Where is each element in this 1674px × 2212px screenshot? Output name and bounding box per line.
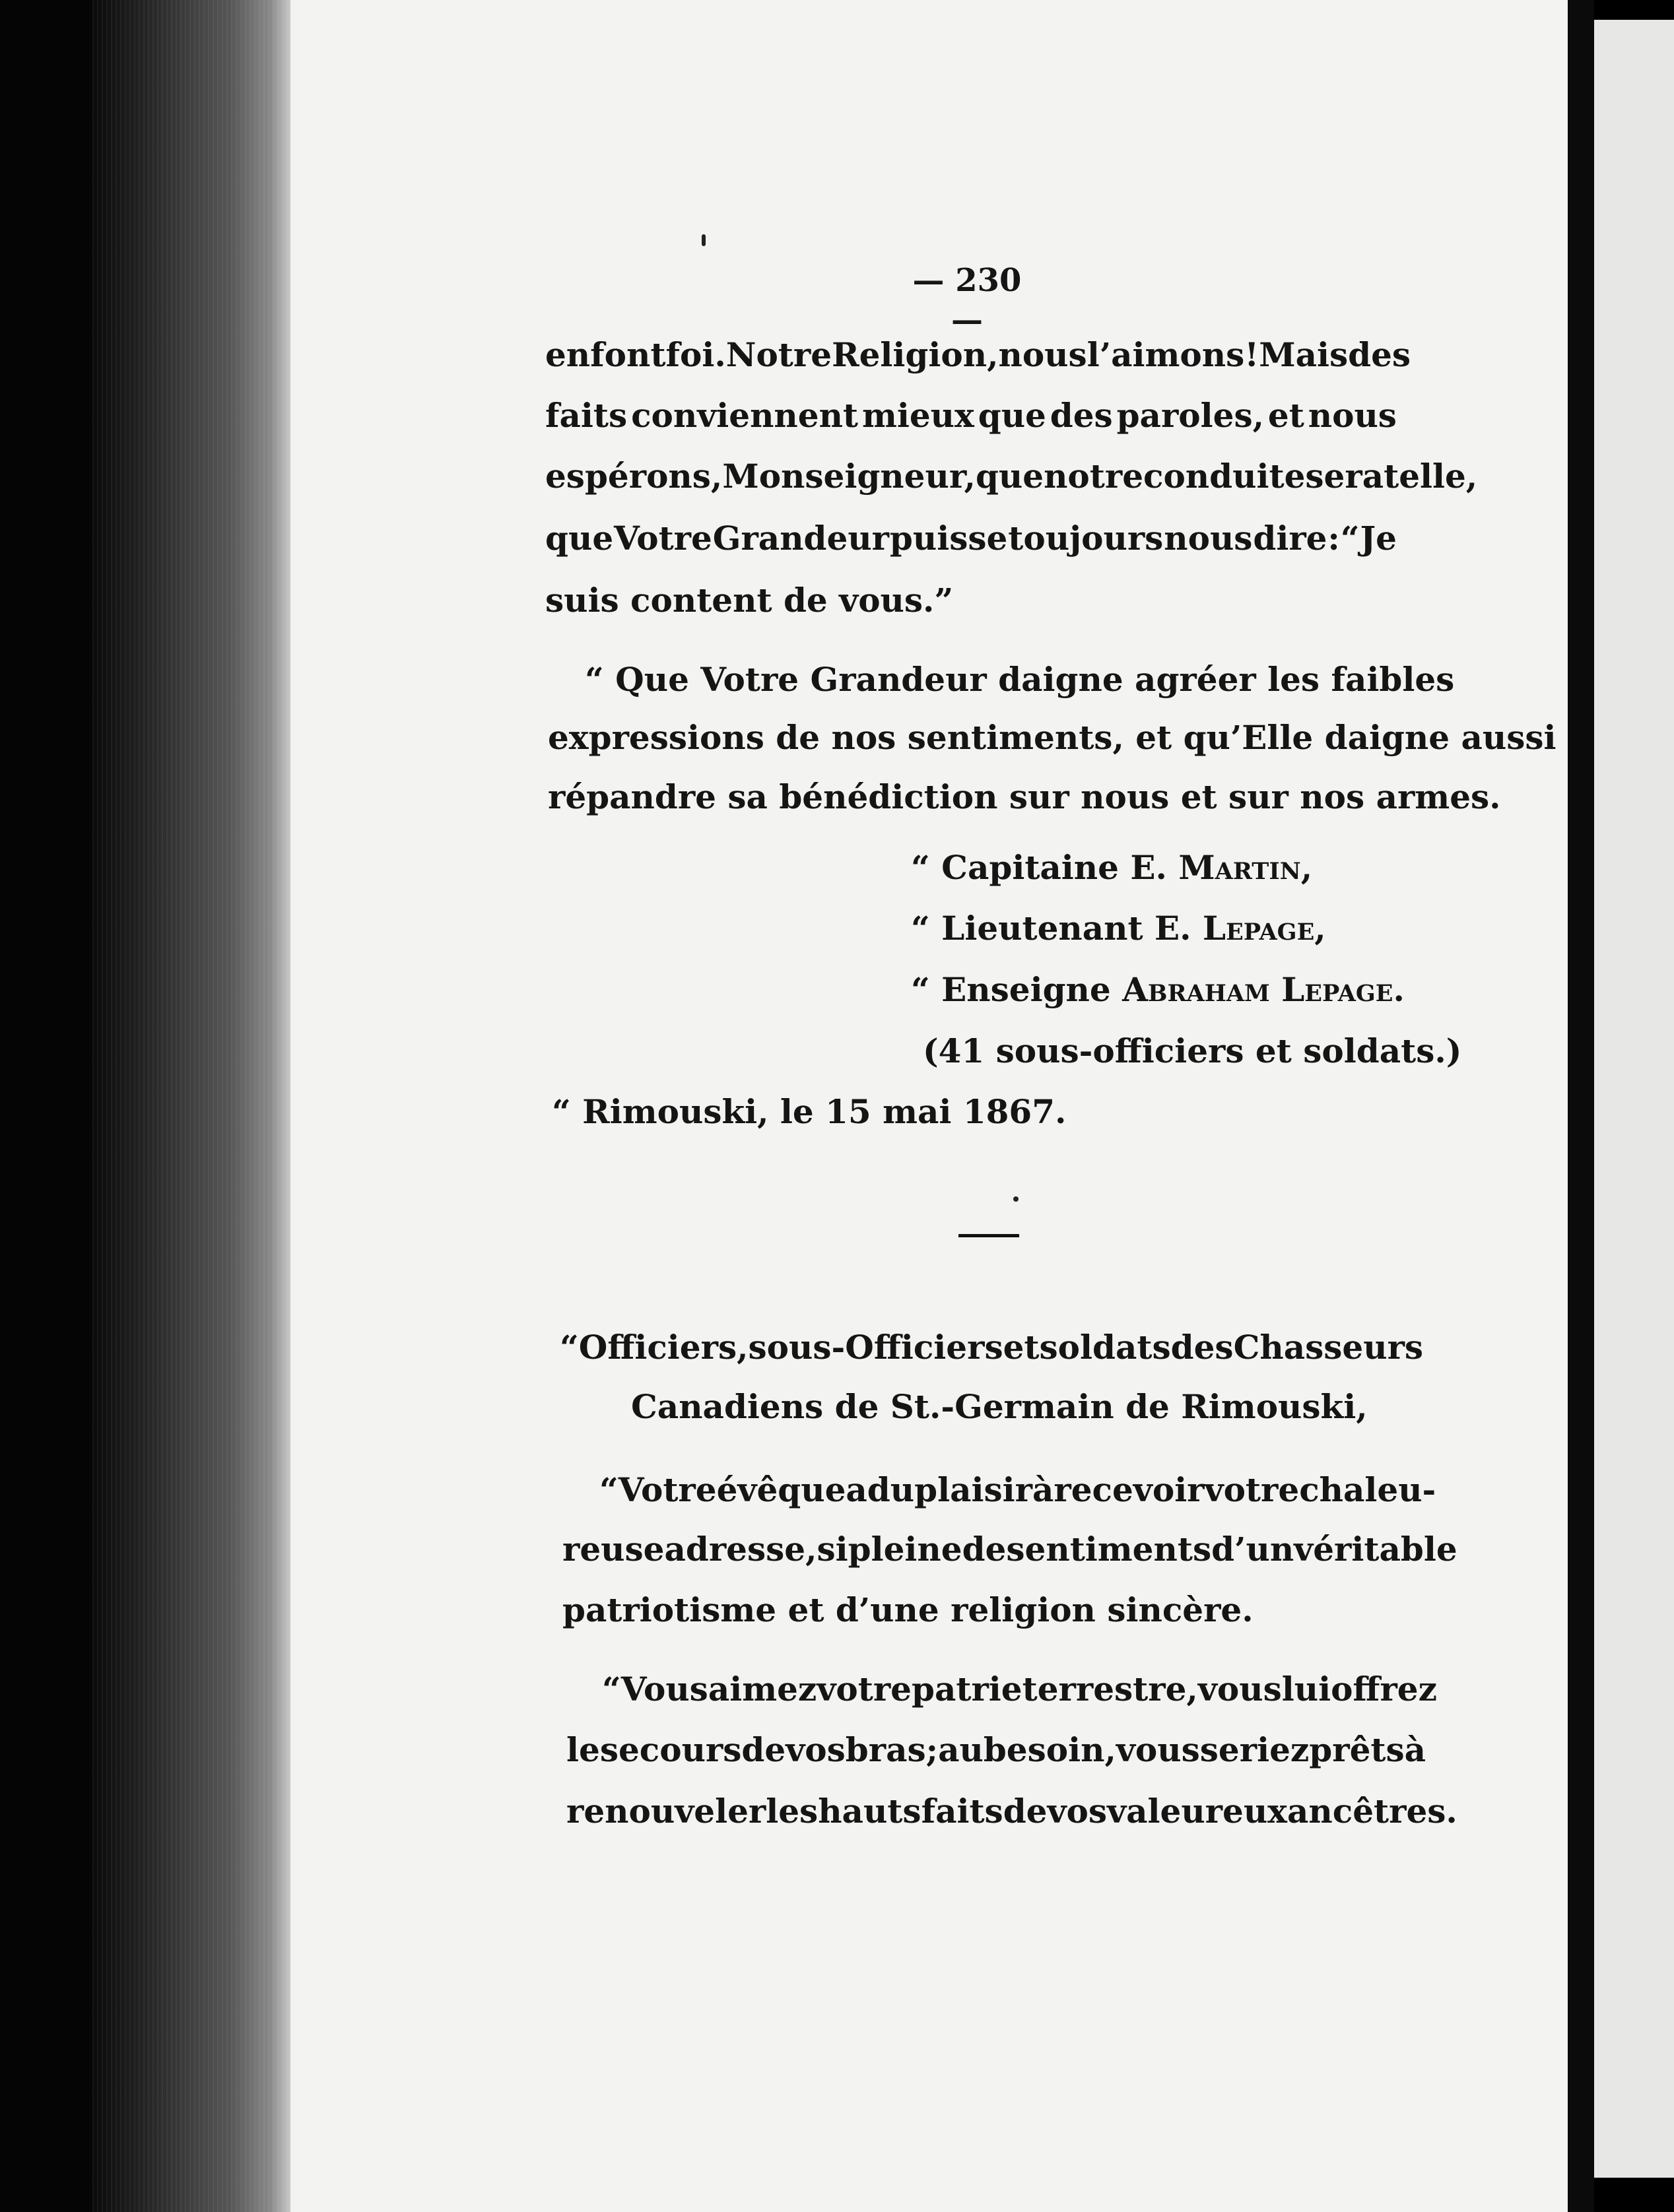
paragraph2-line-2: expressions de nos sentiments, et qu’Elle daigne aussi (548, 718, 1557, 757)
page-number: — 230 — (912, 262, 1022, 339)
signature-name: Lepage (1202, 909, 1315, 948)
paragraph4-line-3: renouveler les hauts faits de vos valeureux ancêtres. (566, 1792, 1457, 1831)
scan-border-left (0, 0, 92, 2212)
signature-prefix: “ Enseigne (911, 970, 1123, 1009)
paragraph1-line-1: en font foi. Notre Religion, nous l’aimons ! Mais des (545, 335, 1411, 374)
paragraph2-line-1: “ Que Votre Grandeur daigne agréer les faibles (585, 660, 1455, 699)
paragraph2-line-3: répandre sa bénédiction sur nous et sur nos armes. (548, 777, 1501, 816)
signature-lieutenant (911, 909, 1326, 948)
paragraph3-line-2: reuse adresse, si pleine de sentiments d’un véritable (562, 1530, 1457, 1569)
paragraph3-line-3: patriotisme et d’une religion sincère. (562, 1590, 1254, 1629)
paragraph4-line-2: le secours de vos bras ; au besoin, vous seriez prêts à (566, 1730, 1426, 1769)
paragraph1-line-2: faits conviennent mieux que des paroles, et nous (545, 396, 1397, 435)
signature-suffix: , (1300, 848, 1313, 887)
place-date: “ Rimouski, le 15 mai 1867. (552, 1092, 1067, 1131)
paragraph4-line-1: “ Vous aimez votre patrie terrestre, vous lui offrez (602, 1670, 1438, 1708)
signature-suffix: , (1314, 909, 1326, 948)
signature-suffix: . (1393, 970, 1405, 1009)
ink-mark (702, 234, 706, 246)
signature-prefix: “ Lieutenant E. (911, 909, 1203, 948)
signature-note: (41 sous-officiers et soldats.) (923, 1031, 1462, 1070)
signature-prefix: “ Capitaine E. (911, 848, 1179, 887)
ink-speck (1013, 1196, 1019, 1202)
section-rule (958, 1234, 1019, 1237)
address-line-2: Canadiens de St.-Germain de Rimouski, (631, 1387, 1368, 1426)
scan-border-right (1568, 0, 1594, 2212)
paragraph1-line-4: que Votre Grandeur puisse toujours nous dire : “ Je (545, 519, 1397, 558)
paragraph3-line-1: “ Votre évêque a du plaisir à recevoir votre chaleu- (599, 1470, 1436, 1509)
signature-captain (911, 848, 1312, 888)
paragraph1-line-5: suis content de vous.” (545, 581, 954, 620)
signature-name: Martin (1178, 848, 1301, 887)
address-line-1: “ Officiers, sous-Officiers et soldats des Chasseurs (560, 1328, 1424, 1367)
signature-ensign (911, 970, 1405, 1010)
adjacent-page-edge (1594, 20, 1674, 2178)
signature-name: Abraham Lepage (1122, 970, 1393, 1009)
book-spine (92, 0, 290, 2212)
paragraph1-line-3: espérons, Monseigneur, que notre conduite sera telle, (545, 457, 1478, 496)
